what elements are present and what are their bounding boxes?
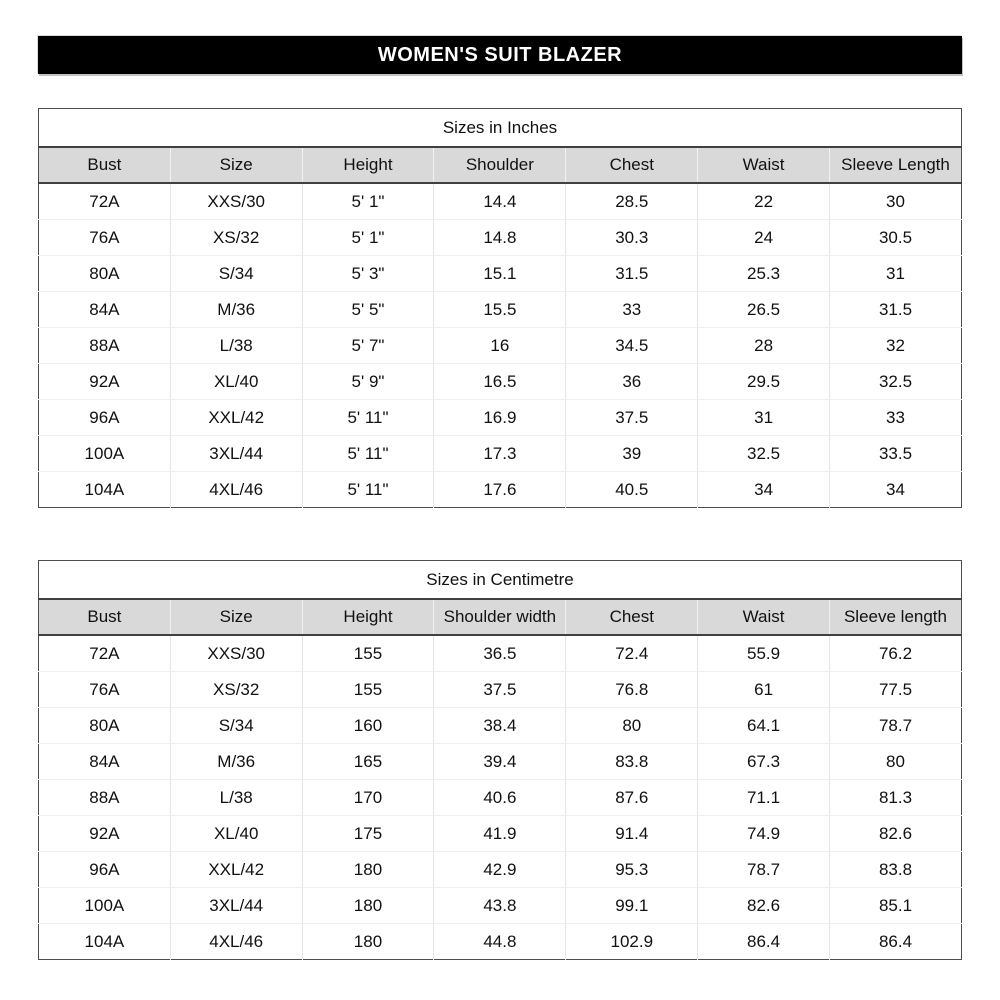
table-cell: 76A	[39, 672, 171, 708]
table-title-row	[39, 561, 962, 600]
table-cell: 91.4	[566, 816, 698, 852]
table-cell: 85.1	[829, 888, 961, 924]
table-row	[39, 472, 962, 508]
column-header: Height	[302, 599, 434, 635]
table-cell: XXL/42	[170, 852, 302, 888]
table-cell: 40.5	[566, 472, 698, 508]
table-cell: 3XL/44	[170, 436, 302, 472]
table-cell: 175	[302, 816, 434, 852]
table-cell: 16.9	[434, 400, 566, 436]
table-cell: 61	[698, 672, 830, 708]
column-header: Sleeve length	[829, 599, 961, 635]
table-cell: 16.5	[434, 364, 566, 400]
table-cell: 5' 9"	[302, 364, 434, 400]
table-cell: 5' 3"	[302, 256, 434, 292]
table-cell: 25.3	[698, 256, 830, 292]
table-cell: 15.5	[434, 292, 566, 328]
sizes-in-inches-table	[38, 108, 962, 508]
table-cell: 80	[829, 744, 961, 780]
table-cell: 86.4	[829, 924, 961, 960]
table-cell: 44.8	[434, 924, 566, 960]
table-cell: 84A	[39, 744, 171, 780]
table-cell: 64.1	[698, 708, 830, 744]
table-cell: 76.2	[829, 635, 961, 672]
column-header: Shoulder width	[434, 599, 566, 635]
table-row	[39, 780, 962, 816]
table-cell: XS/32	[170, 220, 302, 256]
table-cell: M/36	[170, 292, 302, 328]
table-cell: 5' 11"	[302, 472, 434, 508]
table-cell: 100A	[39, 888, 171, 924]
table-cell: 30.5	[829, 220, 961, 256]
table-cell: 72A	[39, 183, 171, 220]
table-cell: 72A	[39, 635, 171, 672]
table-cell: 100A	[39, 436, 171, 472]
table-cell: 30.3	[566, 220, 698, 256]
table-cell: 37.5	[434, 672, 566, 708]
table-row	[39, 924, 962, 960]
table-row	[39, 708, 962, 744]
table-cell: 78.7	[698, 852, 830, 888]
table-cell: 38.4	[434, 708, 566, 744]
table-cell: 77.5	[829, 672, 961, 708]
table-cell: 32.5	[829, 364, 961, 400]
table-cell: 29.5	[698, 364, 830, 400]
table-cell: 67.3	[698, 744, 830, 780]
page-title: WOMEN'S SUIT BLAZER	[377, 43, 623, 66]
table-cell: 96A	[39, 852, 171, 888]
table-row	[39, 256, 962, 292]
table-row	[39, 292, 962, 328]
table-cell: 32.5	[698, 436, 830, 472]
table-row	[39, 672, 962, 708]
table-cell: 41.9	[434, 816, 566, 852]
table-cell: 34	[698, 472, 830, 508]
table-cell: 76.8	[566, 672, 698, 708]
table-row	[39, 888, 962, 924]
table-cell: 78.7	[829, 708, 961, 744]
table-row	[39, 744, 962, 780]
table-cell: 82.6	[829, 816, 961, 852]
table-cell: 86.4	[698, 924, 830, 960]
table-row	[39, 183, 962, 220]
table-title: Sizes in Inches	[39, 109, 962, 148]
table-cell: 72.4	[566, 635, 698, 672]
table-cell: 88A	[39, 328, 171, 364]
table-cell: 14.4	[434, 183, 566, 220]
table-cell: 30	[829, 183, 961, 220]
table-cell: 74.9	[698, 816, 830, 852]
table-title: Sizes in Centimetre	[39, 561, 962, 600]
table-row	[39, 635, 962, 672]
table-cell: 102.9	[566, 924, 698, 960]
table-cell: 180	[302, 852, 434, 888]
table-cell: L/38	[170, 328, 302, 364]
table-cell: 83.8	[566, 744, 698, 780]
table-cell: 95.3	[566, 852, 698, 888]
table-cell: 82.6	[698, 888, 830, 924]
table-cell: 32	[829, 328, 961, 364]
table-cell: 31	[829, 256, 961, 292]
table-cell: XXS/30	[170, 183, 302, 220]
table-cell: 88A	[39, 780, 171, 816]
table-cell: 71.1	[698, 780, 830, 816]
table-row	[39, 220, 962, 256]
table-row	[39, 364, 962, 400]
table-cell: 31.5	[566, 256, 698, 292]
table-cell: 5' 5"	[302, 292, 434, 328]
table-cell: 36	[566, 364, 698, 400]
table-cell: XS/32	[170, 672, 302, 708]
column-header: Bust	[39, 147, 171, 183]
column-header: Shoulder	[434, 147, 566, 183]
table-cell: 17.6	[434, 472, 566, 508]
column-header: Waist	[698, 147, 830, 183]
table-cell: 4XL/46	[170, 924, 302, 960]
table-cell: XL/40	[170, 364, 302, 400]
table-cell: 22	[698, 183, 830, 220]
table-cell: 31.5	[829, 292, 961, 328]
table-header-row	[39, 599, 962, 635]
table-cell: 33	[829, 400, 961, 436]
column-header: Chest	[566, 599, 698, 635]
table-cell: 99.1	[566, 888, 698, 924]
table-cell: 5' 1"	[302, 183, 434, 220]
table-cell: 39.4	[434, 744, 566, 780]
table-cell: 180	[302, 924, 434, 960]
page-title-banner	[38, 36, 962, 74]
table-cell: 80A	[39, 708, 171, 744]
table-cell: 24	[698, 220, 830, 256]
table-cell: XL/40	[170, 816, 302, 852]
table-cell: 92A	[39, 364, 171, 400]
sizes-in-centimetre-table	[38, 560, 962, 960]
table-cell: 55.9	[698, 635, 830, 672]
table-row	[39, 400, 962, 436]
column-header: Size	[170, 147, 302, 183]
table-cell: 39	[566, 436, 698, 472]
table-cell: 87.6	[566, 780, 698, 816]
table-cell: 34.5	[566, 328, 698, 364]
table-cell: 28	[698, 328, 830, 364]
table-cell: 28.5	[566, 183, 698, 220]
table-cell: 4XL/46	[170, 472, 302, 508]
table-cell: 80	[566, 708, 698, 744]
table-cell: 42.9	[434, 852, 566, 888]
table-cell: XXL/42	[170, 400, 302, 436]
table-cell: 165	[302, 744, 434, 780]
table-cell: 15.1	[434, 256, 566, 292]
table-cell: 5' 7"	[302, 328, 434, 364]
content-column	[38, 36, 962, 960]
table-cell: 92A	[39, 816, 171, 852]
table-row	[39, 328, 962, 364]
table-cell: 160	[302, 708, 434, 744]
column-header: Chest	[566, 147, 698, 183]
table-row	[39, 816, 962, 852]
table-cell: S/34	[170, 256, 302, 292]
table-row	[39, 436, 962, 472]
table-header-row	[39, 147, 962, 183]
table-cell: 16	[434, 328, 566, 364]
column-header: Bust	[39, 599, 171, 635]
table-cell: 170	[302, 780, 434, 816]
column-header: Sleeve Length	[829, 147, 961, 183]
table-cell: 76A	[39, 220, 171, 256]
table-cell: 36.5	[434, 635, 566, 672]
table-cell: 81.3	[829, 780, 961, 816]
table-cell: 14.8	[434, 220, 566, 256]
table-cell: M/36	[170, 744, 302, 780]
table-cell: 5' 11"	[302, 400, 434, 436]
column-header: Size	[170, 599, 302, 635]
table-cell: 3XL/44	[170, 888, 302, 924]
table-title-row	[39, 109, 962, 148]
table-cell: 5' 1"	[302, 220, 434, 256]
table-cell: 96A	[39, 400, 171, 436]
table-cell: 31	[698, 400, 830, 436]
table-cell: 80A	[39, 256, 171, 292]
table-cell: 17.3	[434, 436, 566, 472]
table-cell: 40.6	[434, 780, 566, 816]
table-cell: XXS/30	[170, 635, 302, 672]
table-cell: 83.8	[829, 852, 961, 888]
table-row	[39, 852, 962, 888]
table-cell: 26.5	[698, 292, 830, 328]
table-cell: 104A	[84, 931, 125, 951]
table-cell: S/34	[170, 708, 302, 744]
table-cell: 155	[302, 672, 434, 708]
table-cell: 155	[302, 635, 434, 672]
table-cell: 33	[566, 292, 698, 328]
table-cell: 5' 11"	[302, 436, 434, 472]
table-cell: L/38	[170, 780, 302, 816]
column-header: Height	[302, 147, 434, 183]
table-cell: 34	[829, 472, 961, 508]
table-cell: 180	[302, 888, 434, 924]
table-cell: 84A	[39, 292, 171, 328]
table-cell: 33.5	[829, 436, 961, 472]
column-header: Waist	[698, 599, 830, 635]
table-cell: 43.8	[434, 888, 566, 924]
table-cell: 104A	[84, 479, 125, 499]
table-cell: 37.5	[566, 400, 698, 436]
